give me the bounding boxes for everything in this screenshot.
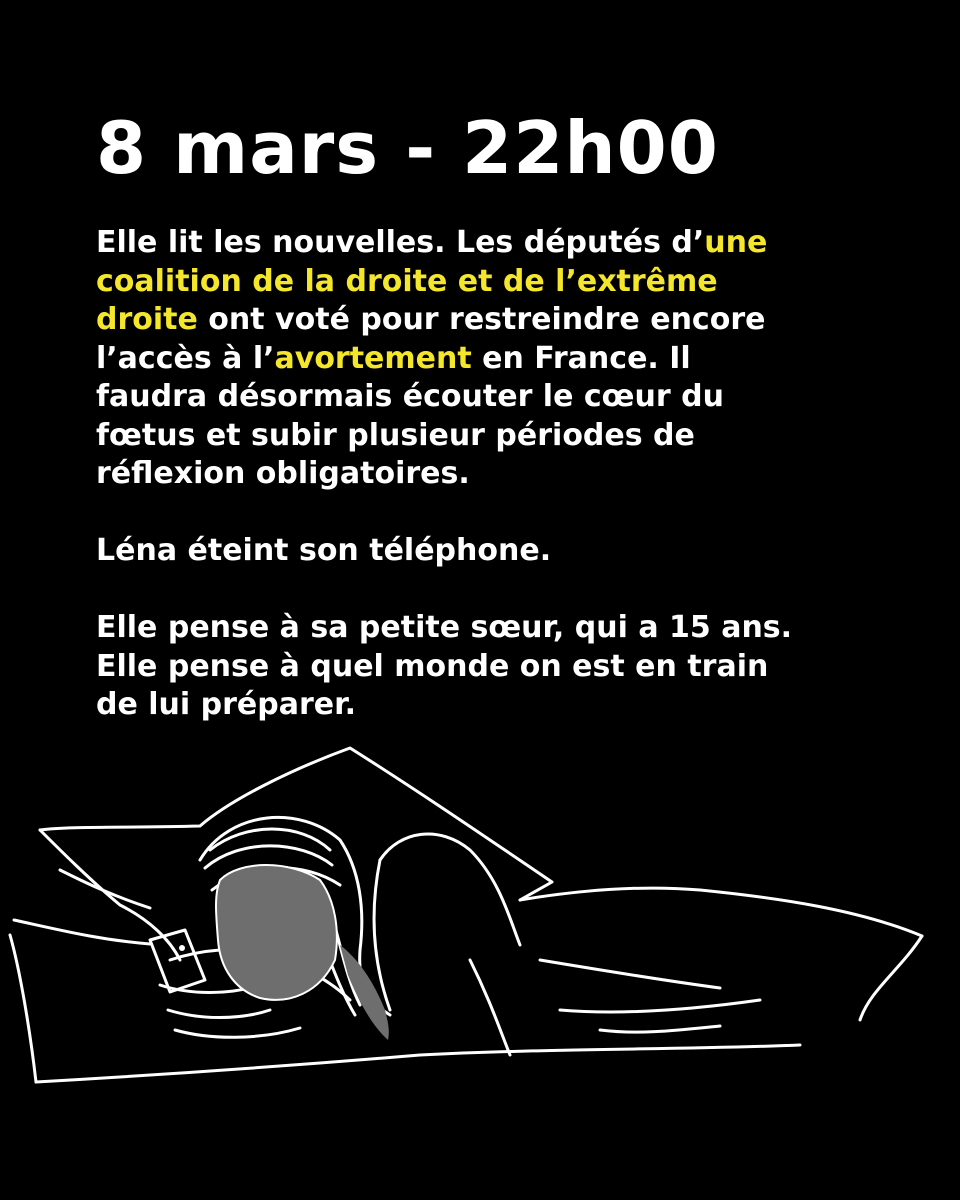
text-segment: Elle lit les nouvelles. Les députés d’ [96,225,705,260]
text-line [96,340,856,379]
text-line: fœtus et subir plusieur périodes de [96,417,695,453]
text-line: de lui préparer. [96,687,357,722]
text-segment: ont voté pour restreindre encore [197,302,766,337]
text-line [96,301,856,340]
text-line [96,224,856,263]
page-title: 8 mars - 22h00 [96,106,719,190]
bed-illustration [0,730,960,1150]
text-line: Léna éteint son téléphone. [96,533,552,568]
woman-in-bed-icon [0,730,960,1150]
text-line: Elle pense à sa petite sœur, qui a 15 ans. [96,610,793,645]
highlighted-text: coalition de la droite et de l’extrême [96,263,718,299]
text-line: Elle pense à quel monde on est en train [96,648,769,684]
paragraph-phone [96,532,856,571]
paragraph-news [96,224,856,494]
text-segment: en France. Il [471,340,691,376]
highlighted-text: droite [96,302,198,337]
highlighted-text: avortement [274,340,472,376]
text-line: réflexion obligatoires. [96,456,470,491]
paragraph-sister [96,609,856,725]
story-text [96,224,856,763]
text-segment: l’accès à l’ [96,340,275,376]
highlighted-text: une [704,225,768,260]
text-line: faudra désormais écouter le cœur du [96,379,724,414]
